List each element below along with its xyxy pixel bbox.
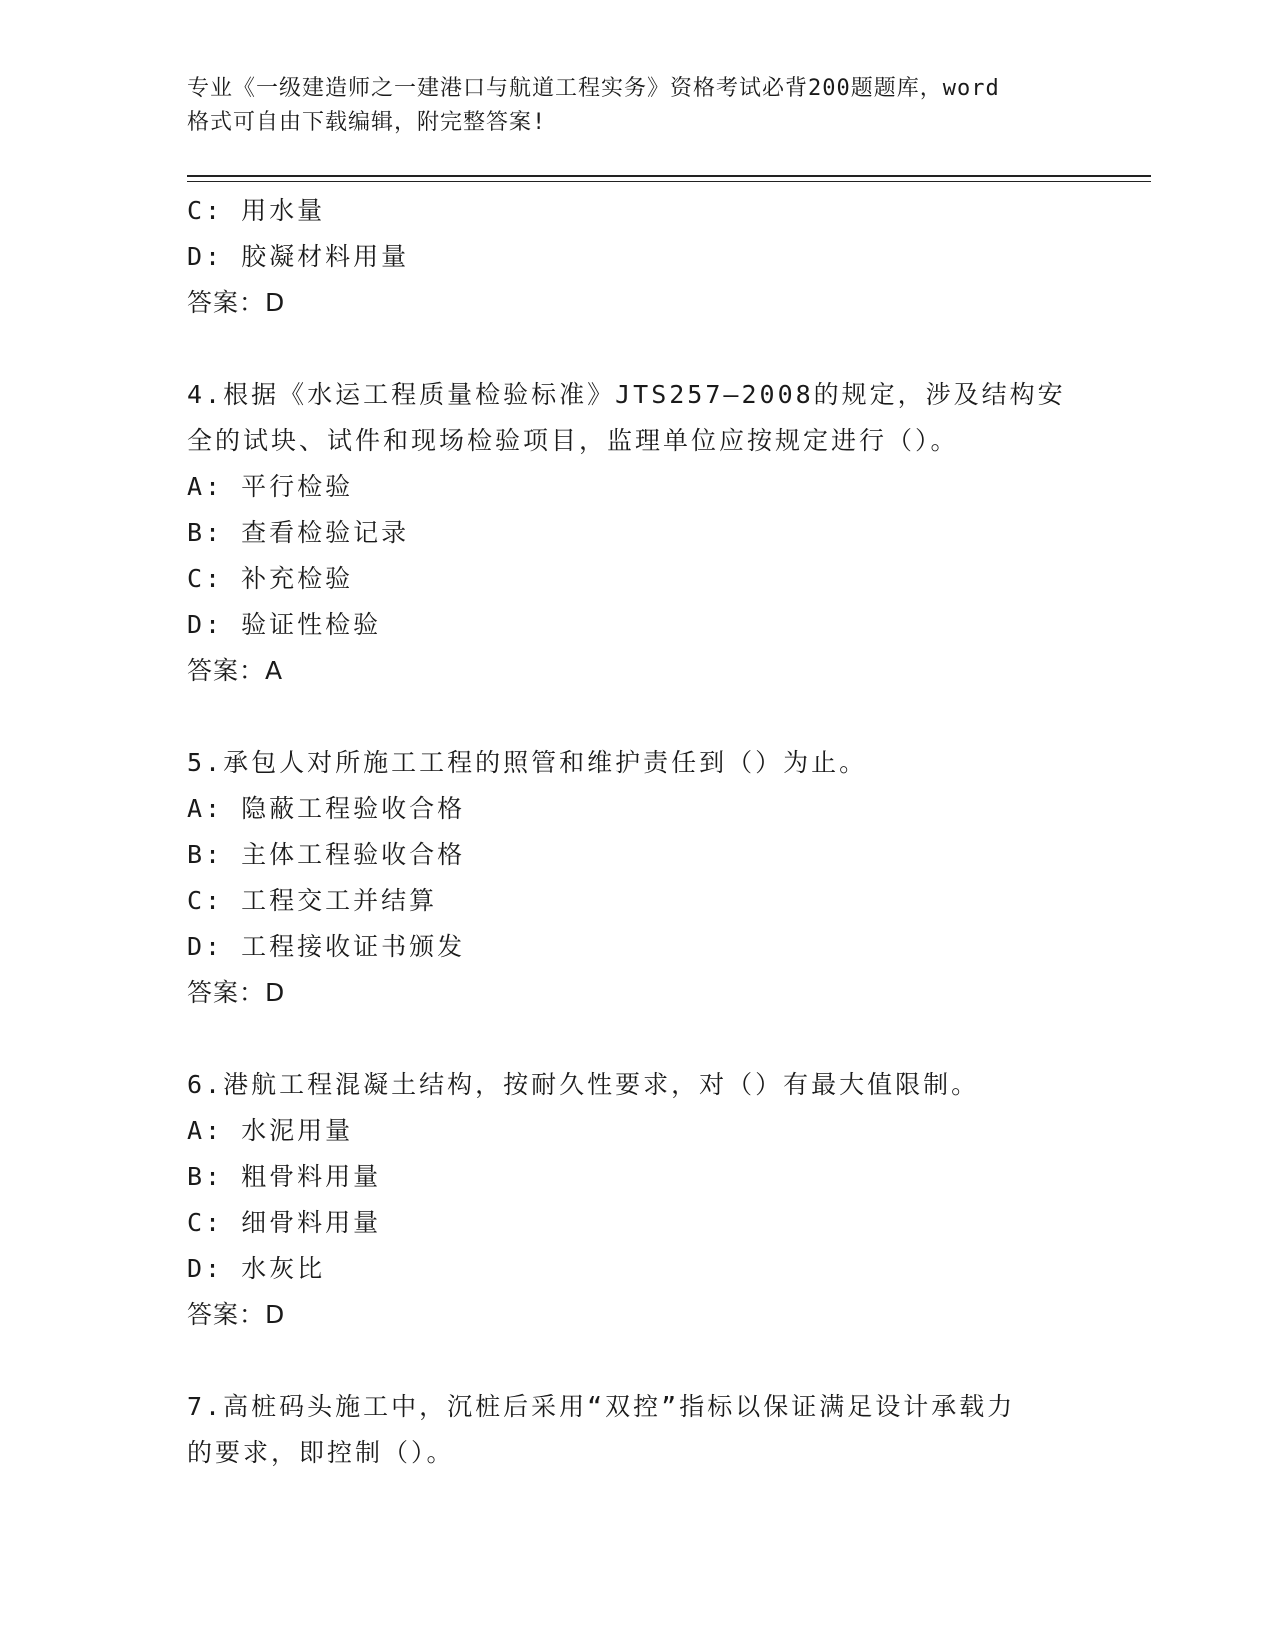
answer-label: 答案：D (187, 1300, 286, 1329)
option-c: C: 用水量 (187, 196, 326, 225)
question-3-tail (187, 188, 1087, 326)
question-stem-continued: 的要求，即控制（）。 (187, 1438, 455, 1467)
header-divider-thick (187, 175, 1151, 177)
option-d: D: 水灰比 (187, 1254, 326, 1283)
option-a: A: 平行检验 (187, 472, 354, 501)
option-b: B: 粗骨料用量 (187, 1162, 382, 1191)
question-stem: 4.根据《水运工程质量检验标准》JTS257—2008的规定，涉及结构安 (187, 380, 1066, 409)
option-c: C: 细骨料用量 (187, 1208, 382, 1237)
option-c: C: 工程交工并结算 (187, 886, 438, 915)
option-b: B: 查看检验记录 (187, 518, 410, 547)
answer-label: 答案：A (187, 656, 284, 685)
option-a: A: 水泥用量 (187, 1116, 354, 1145)
question-stem: 6.港航工程混凝土结构，按耐久性要求，对（）有最大值限制。 (187, 1070, 980, 1099)
option-d: D: 工程接收证书颁发 (187, 932, 466, 961)
header-divider-thin (187, 181, 1151, 182)
document-header (187, 72, 1067, 140)
spacer (187, 326, 1087, 372)
answer-label: 答案：D (187, 288, 286, 317)
question-4 (187, 372, 1087, 694)
option-d: D: 胶凝材料用量 (187, 242, 410, 271)
spacer (187, 694, 1087, 740)
question-5 (187, 740, 1087, 1016)
spacer (187, 1016, 1087, 1062)
option-c: C: 补充检验 (187, 564, 354, 593)
option-d: D: 验证性检验 (187, 610, 382, 639)
question-7 (187, 1384, 1087, 1476)
question-6 (187, 1062, 1087, 1338)
header-title-line-1: 专业《一级建造师之一建港口与航道工程实务》资格考试必背200题题库，word (187, 76, 1000, 101)
question-stem: 5.承包人对所施工工程的照管和维护责任到（）为止。 (187, 748, 868, 777)
question-list (187, 188, 1087, 1476)
question-stem: 7.高桩码头施工中，沉桩后采用“双控”指标以保证满足设计承载力 (187, 1392, 1016, 1421)
spacer (187, 1338, 1087, 1384)
answer-label: 答案：D (187, 978, 286, 1007)
option-b: B: 主体工程验收合格 (187, 840, 466, 869)
header-title-line-2: 格式可自由下载编辑，附完整答案! (187, 110, 547, 135)
question-stem-continued: 全的试块、试件和现场检验项目，监理单位应按规定进行（）。 (187, 426, 959, 455)
option-a: A: 隐蔽工程验收合格 (187, 794, 466, 823)
